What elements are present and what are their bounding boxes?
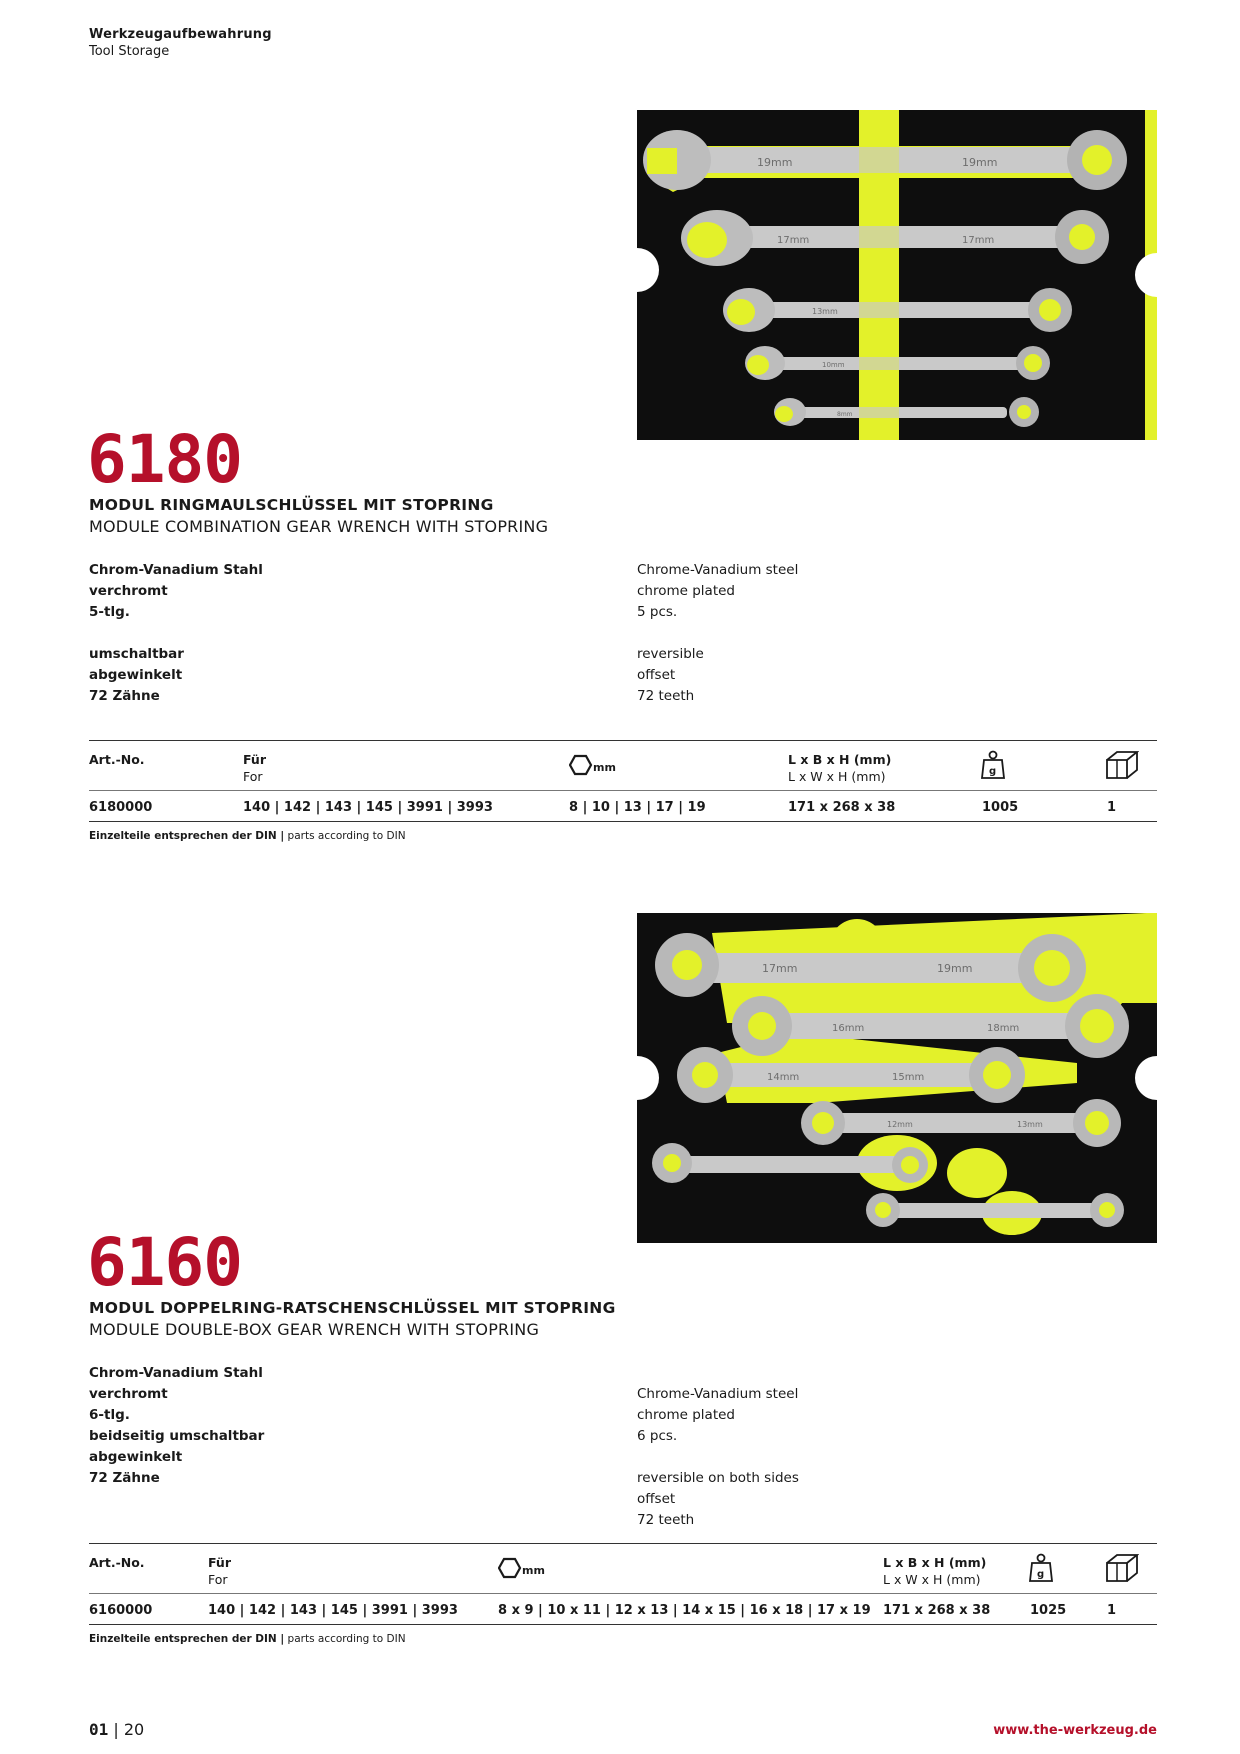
spec-feature: beidseitig umschaltbar (89, 1428, 265, 1444)
spec-feature: abgewinkelt (89, 667, 183, 683)
weight-icon (1028, 1553, 1054, 1587)
category-title-en: Tool Storage (89, 44, 170, 59)
specs-en (637, 1384, 799, 1531)
cell-sizes: 8 | 10 | 13 | 17 | 19 (569, 800, 706, 815)
svg-text:18mm: 18mm (987, 1023, 1020, 1034)
svg-text:13mm: 13mm (1017, 1120, 1043, 1129)
spec-feature: offset (637, 1491, 676, 1507)
hex-size-icon (498, 1557, 546, 1585)
svg-text:12mm: 12mm (887, 1120, 913, 1129)
svg-text:g: g (1037, 1569, 1045, 1580)
col-header-art-no: Art.-No. (89, 752, 145, 767)
col-header-for: Für For (208, 1555, 231, 1587)
cell-for: 140 | 142 | 143 | 145 | 3991 | 3993 (243, 800, 493, 815)
spec-material: Chrome-Vanadium steel (637, 562, 799, 578)
svg-text:17mm: 17mm (777, 235, 810, 246)
cell-weight: 1005 (982, 800, 1019, 815)
cell-quantity: 1 (1107, 1603, 1117, 1618)
product-title-de: MODUL DOPPELRING-RATSCHENSCHLÜSSEL MIT STOPRING (89, 1299, 616, 1317)
spec-finish: chrome plated (637, 583, 736, 599)
cell-dimensions: 171 x 268 x 38 (788, 800, 896, 815)
specs-de (89, 1363, 264, 1489)
product-title-en: MODULE DOUBLE-BOX GEAR WRENCH WITH STOPRING (89, 1320, 540, 1339)
spec-material: Chrom-Vanadium Stahl (89, 1365, 263, 1381)
spec-feature: reversible (637, 646, 704, 662)
package-icon (1105, 750, 1139, 784)
spec-finish: chrome plated (637, 1407, 736, 1423)
product-table (89, 740, 1157, 822)
specs-de (89, 560, 263, 707)
spec-feature: reversible on both sides (637, 1470, 799, 1486)
col-header-art-no: Art.-No. (89, 1555, 145, 1570)
svg-text:mm: mm (522, 1564, 545, 1577)
svg-text:17mm: 17mm (962, 235, 995, 246)
cell-for: 140 | 142 | 143 | 145 | 3991 | 3993 (208, 1603, 458, 1618)
svg-text:19mm: 19mm (962, 156, 998, 169)
website-link[interactable]: www.the-werkzeug.de (993, 1723, 1157, 1738)
weight-icon (980, 750, 1006, 784)
col-header-for: Für For (243, 752, 266, 784)
spec-material: Chrome-Vanadium steel (637, 1386, 799, 1402)
svg-text:g: g (989, 766, 997, 777)
svg-text:15mm: 15mm (892, 1072, 925, 1083)
spec-teeth: 72 Zähne (89, 688, 160, 704)
svg-text:17mm: 17mm (762, 962, 798, 975)
photo-label: 19mm (757, 156, 793, 169)
spec-teeth: 72 teeth (637, 688, 695, 704)
product-number: 6160 (87, 1224, 242, 1301)
col-header-dimensions: L x B x H (mm) L x W x H (mm) (788, 752, 892, 784)
cell-weight: 1025 (1030, 1603, 1067, 1618)
spec-pieces: 5-tlg. (89, 604, 130, 620)
svg-text:16mm: 16mm (832, 1023, 865, 1034)
spec-pieces: 5 pcs. (637, 604, 678, 620)
page-number-value: 20 (123, 1720, 145, 1739)
product-number: 6180 (87, 421, 242, 498)
spec-feature: umschaltbar (89, 646, 184, 662)
cell-art-no: 6160000 (89, 1603, 153, 1618)
din-note: Einzelteile entsprechen der DIN | parts according to DIN (89, 1633, 406, 1645)
specs-en (637, 560, 798, 707)
page-separator: | (113, 1720, 119, 1739)
product-table (89, 1543, 1157, 1625)
spec-material: Chrom-Vanadium Stahl (89, 562, 263, 578)
spec-finish: verchromt (89, 1386, 168, 1402)
page-number (89, 1720, 144, 1739)
svg-text:mm: mm (593, 761, 616, 774)
spec-feature: offset (637, 667, 676, 683)
spec-teeth: 72 teeth (637, 1512, 695, 1528)
spec-finish: verchromt (89, 583, 168, 599)
package-icon (1105, 1553, 1139, 1587)
page-header (89, 27, 272, 59)
spec-pieces: 6 pcs. (637, 1428, 678, 1444)
col-header-dimensions: L x B x H (mm) L x W x H (mm) (883, 1555, 987, 1587)
cell-quantity: 1 (1107, 800, 1117, 815)
hex-size-icon (569, 754, 617, 782)
spec-teeth: 72 Zähne (89, 1470, 160, 1486)
category-title-de: Werkzeugaufbewahrung (89, 27, 272, 42)
product-photo-6160 (637, 913, 1157, 1243)
cell-dimensions: 171 x 268 x 38 (883, 1603, 991, 1618)
cell-sizes: 8 x 9 | 10 x 11 | 12 x 13 | 14 x 15 | 16 x 18 | 17 x 19 (498, 1603, 871, 1618)
product-title-en: MODULE COMBINATION GEAR WRENCH WITH STOPRING (89, 517, 549, 536)
svg-text:8mm: 8mm (837, 411, 853, 418)
svg-text:19mm: 19mm (937, 962, 973, 975)
svg-text:10mm: 10mm (822, 361, 845, 369)
svg-text:13mm: 13mm (812, 307, 838, 316)
spec-pieces: 6-tlg. (89, 1407, 130, 1423)
din-note: Einzelteile entsprechen der DIN | parts according to DIN (89, 830, 406, 842)
svg-text:14mm: 14mm (767, 1072, 800, 1083)
cell-art-no: 6180000 (89, 800, 153, 815)
product-photo-6180 (637, 110, 1157, 440)
spec-feature: abgewinkelt (89, 1449, 183, 1465)
chapter-number: 01 (89, 1720, 109, 1739)
product-title-de: MODUL RINGMAULSCHLÜSSEL MIT STOPRING (89, 496, 494, 514)
